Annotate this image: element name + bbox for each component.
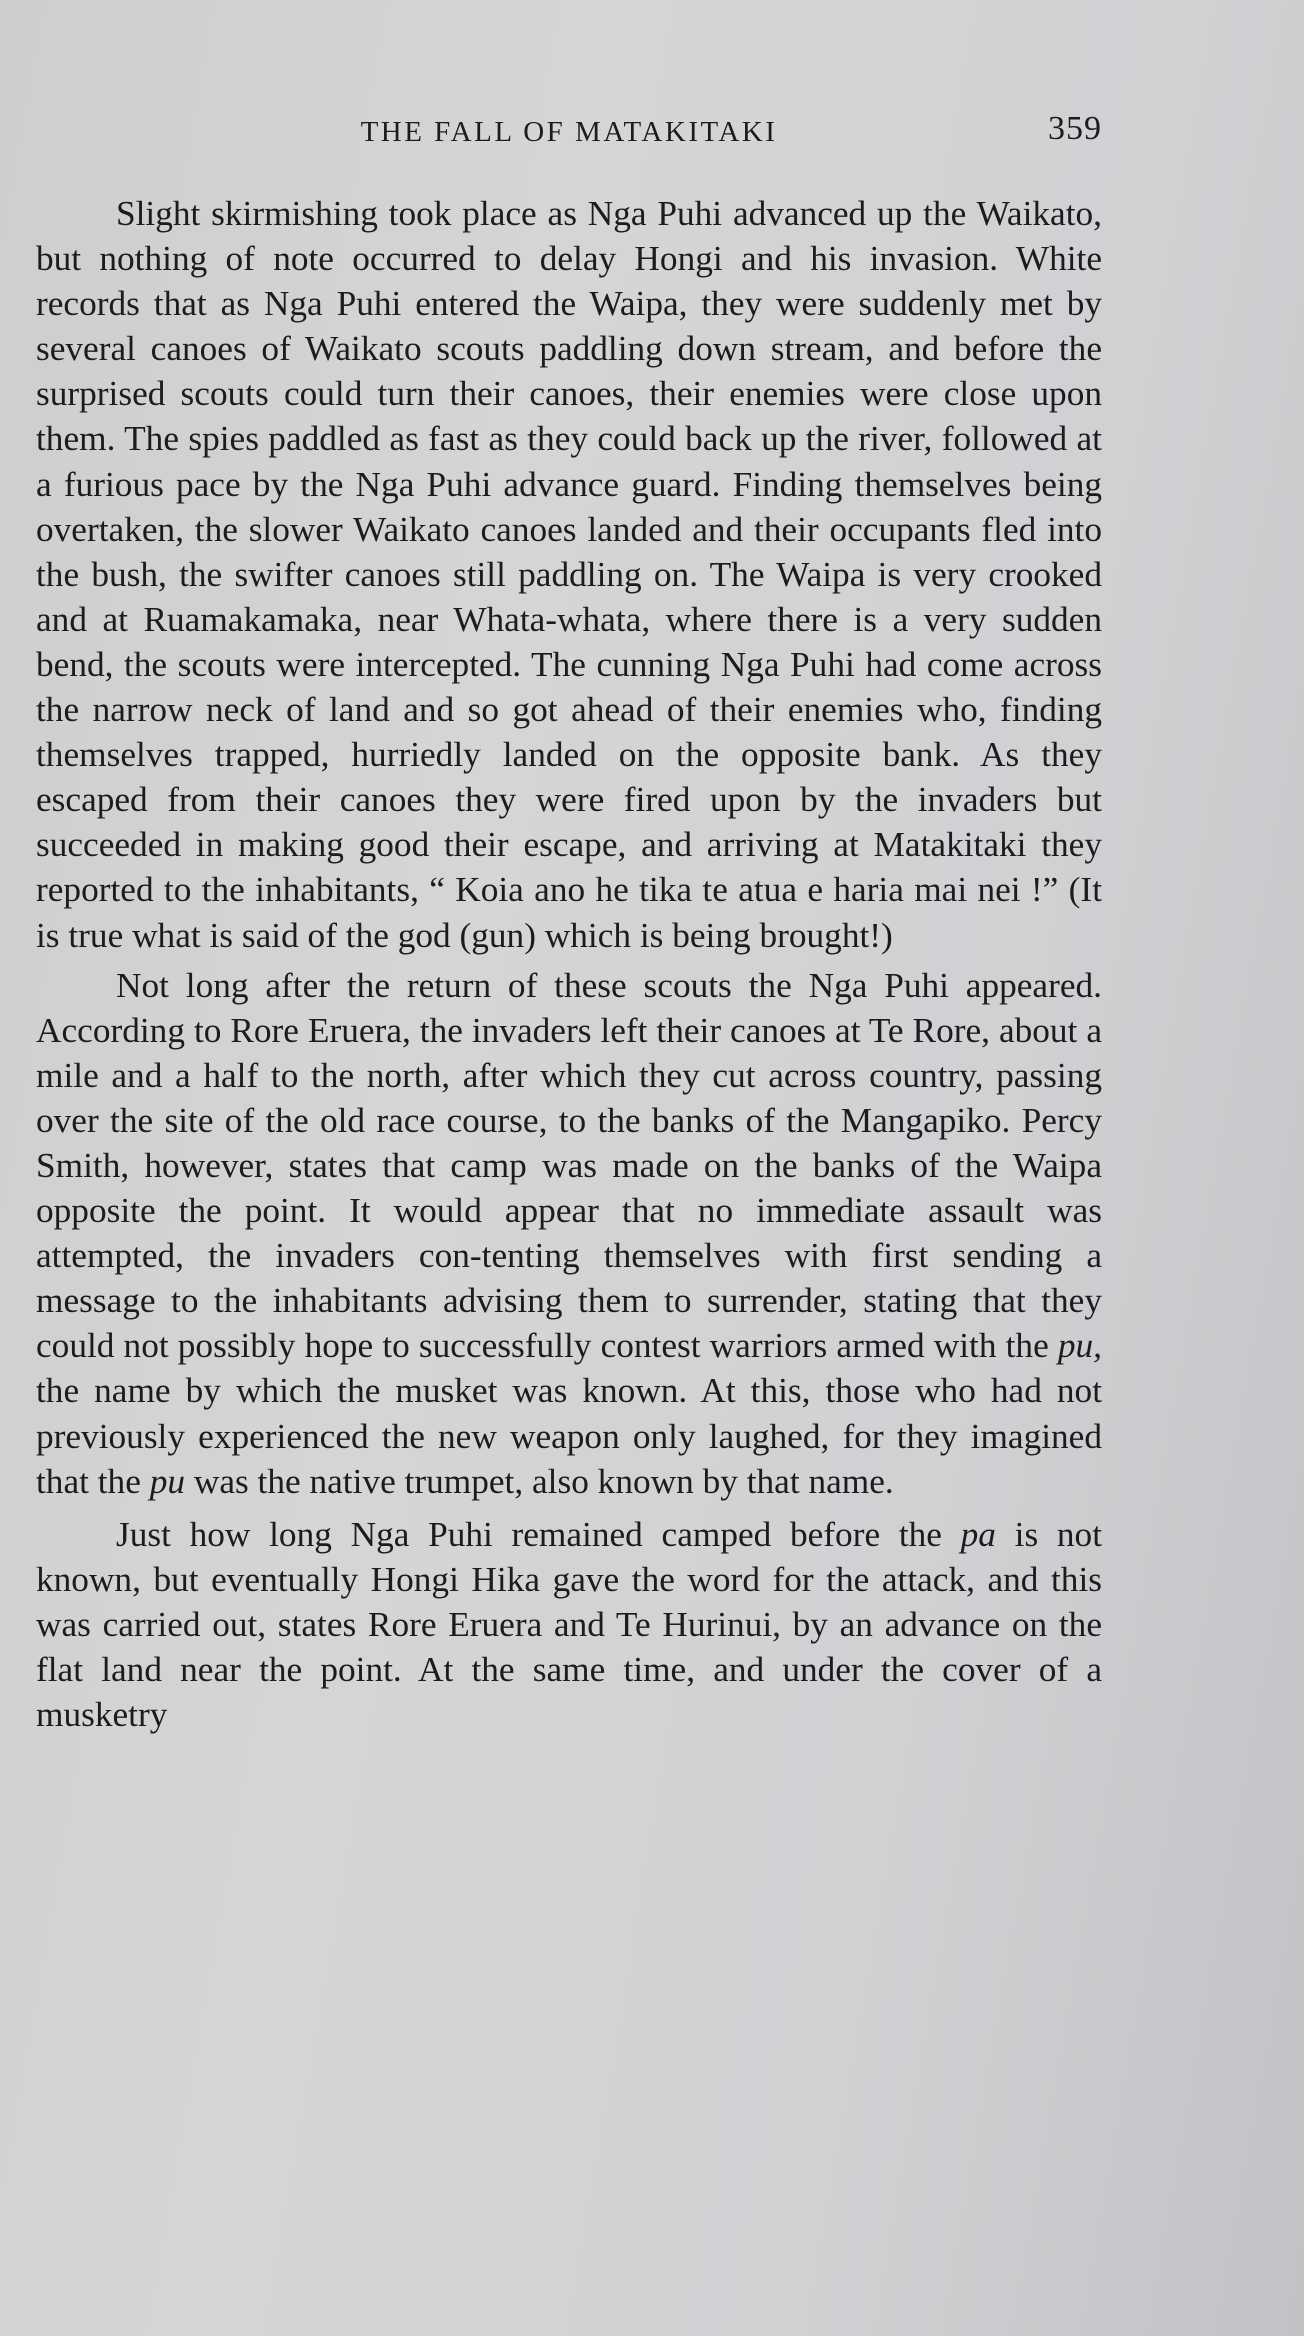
paragraph-text: is not known, but eventually Hongi Hika gave the word for the attack, and this was carried out, states Rore Eruera and Te Hurinui, by an advance on the flat land near the point. At the same time, and under the cover of a musketry [36, 1514, 1103, 1735]
running-head [36, 110, 1102, 150]
paragraph-attack [36, 1512, 1102, 1737]
paragraph-text: Just how long Nga Puhi remained camped before the [116, 1514, 961, 1554]
running-title: THE FALL OF MATAKITAKI [360, 116, 778, 148]
italic-term-pu: pu, [1057, 1326, 1102, 1366]
paragraph-text: Not long after the return of these scouts the Nga Puhi appeared. According to Rore Eruera, the invaders left their canoes at Te Rore, about a mile and a half to the north, after which they cut across country, passing over the site of the old race course, to the banks of the Mangapiko. Percy Smith, however, states that camp was made on the banks of the Waipa opposite the point. It would appear that no immediate assault was attempted, the invaders con-tenting themselves with first sending a message to the inhabitants advising them to surrender, stating that they could not possibly hope to successfully contest warriors armed with the [36, 965, 1102, 1366]
italic-term-pa: pa [960, 1514, 996, 1554]
page-number: 359 [1048, 110, 1102, 147]
paragraph-text: was the native trumpet, also known by that name. [185, 1461, 894, 1501]
italic-term-pu: pu [149, 1461, 185, 1501]
paragraph-scouts [36, 191, 1102, 958]
body-text [36, 191, 1102, 1737]
paragraph-text: the name by which the musket was known. At this, those who had not previously experienced the new weapon only laughed, for they imagined that the [36, 1371, 1102, 1501]
paragraph-invaders-arrive [36, 963, 1102, 1504]
paragraph-text: Slight skirmishing took place as Nga Puhi advanced up the Waikato, but nothing of note occurred to delay Hongi and his invasion. White records that as Nga Puhi entered the Waipa, they were suddenly met by several canoes of Waikato scouts paddling down stream, and before the surprised scouts could turn their canoes, their enemies were close upon them. The spies paddled as fast as they could back up the river, followed at a furious pace by the Nga Puhi advance guard. Finding themselves being overtaken, the slower Waikato canoes landed and their occupants fled into the bush, the swifter canoes still paddling on. The Waipa is very crooked and at Ruamakamaka, near Whata-whata, where there is a very sudden bend, the scouts were intercepted. The cunning Nga Puhi had come across the narrow neck of land and so got ahead of their enemies who, finding themselves trapped, hurriedly landed on the opposite bank. As they escaped from their canoes they were fired upon by the invaders but succeeded in making good their escape, and arriving at Matakitaki they reported to the inhabitants, “ Koia ano he tika te atua e haria mai nei !” (It is true what is said of the god (gun) which is being brought!) [36, 194, 1102, 955]
